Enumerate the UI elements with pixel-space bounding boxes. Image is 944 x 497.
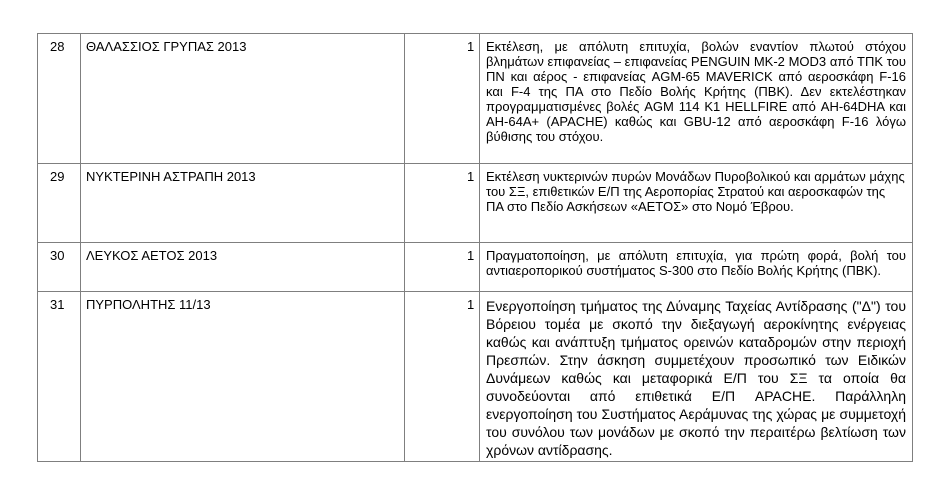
table-row	[38, 164, 913, 243]
row-number: 30	[50, 248, 65, 263]
exercise-count-cell	[405, 243, 480, 292]
row-number-cell	[38, 34, 81, 164]
exercise-count: 1	[467, 169, 475, 184]
row-number-cell	[38, 164, 81, 243]
table-row	[38, 243, 913, 292]
exercise-description-cell	[480, 34, 913, 164]
exercise-count-cell	[405, 164, 480, 243]
exercise-description: Πραγματοποίηση, με απόλυτη επιτυχία, για πρώτη φορά, βολή του αντιαεροπορικού συστήματος S-300 στο Πεδίο Βολής Κρήτης (ΠΒΚ).	[486, 248, 906, 278]
row-number-cell	[38, 243, 81, 292]
exercise-description: Εκτέλεση, με απόλυτη επιτυχία, βολών εναντίον πλωτού στόχου βλημάτων επιφανείας – επιφανείας PENGUIN MK-2 MOD3 από ΤΠΚ του ΠΝ και αέρος - επιφανείας AGM-65 MAVERICK από αεροσκάφη F-16 και F-4 της ΠΑ στο Πεδίο Βολής Κρήτης (ΠΒΚ). Δεν εκτελέστηκαν προγραμματισμένες βολές AGM 114 K1 HELLFIRE από AH-64DHA και AH-64A+ (APACHE) καθώς και GBU-12 από αεροσκάφη F-16 λόγω βύθισης του στόχου.	[486, 39, 906, 144]
exercise-name: ΠΥΡΠΟΛΗΤΗΣ 11/13	[86, 297, 211, 312]
exercise-count: 1	[467, 248, 475, 263]
exercise-name-cell	[81, 243, 405, 292]
table-row	[38, 292, 913, 462]
exercise-count: 1	[467, 297, 475, 312]
row-number: 28	[50, 39, 65, 54]
exercise-description: Εκτέλεση νυκτερινών πυρών Μονάδων Πυροβολικού και αρμάτων μάχης του ΣΞ, επιθετικών Ε/Π της Αεροπορίας Στρατού και αεροσκαφών της ΠΑ στο Πεδίο Ασκήσεων «ΑΕΤΟΣ» στο Νομό Έβρου.	[486, 169, 905, 214]
exercise-count-cell	[405, 34, 480, 164]
exercise-name-cell	[81, 34, 405, 164]
exercise-name: ΝΥΚΤΕΡΙΝΗ ΑΣΤΡΑΠΗ 2013	[86, 169, 256, 184]
exercise-count-cell	[405, 292, 480, 462]
exercise-table	[37, 33, 913, 462]
exercise-name-cell	[81, 164, 405, 243]
exercise-description-cell	[480, 243, 913, 292]
exercise-name: ΘΑΛΑΣΣΙΟΣ ΓΡΥΠΑΣ 2013	[86, 39, 247, 54]
exercise-description-cell	[480, 292, 913, 462]
exercise-description-cell	[480, 164, 913, 243]
exercise-name: ΛΕΥΚΟΣ ΑΕΤΟΣ 2013	[86, 248, 218, 263]
row-number-cell	[38, 292, 81, 462]
table-row	[38, 34, 913, 164]
exercise-count: 1	[467, 39, 475, 54]
row-number: 29	[50, 169, 65, 184]
exercise-name-cell	[81, 292, 405, 462]
row-number: 31	[50, 297, 65, 312]
exercise-description: Ενεργοποίηση τμήματος της Δύναμης Ταχείας Αντίδρασης ("Δ") του Βόρειου τομέα με σκοπό την διεξαγωγή αεροκίνητης ενέργειας καθώς και ανάπτυξη τμήματος ορεινών καταδρομών στην περιοχή Πρεσπών. Στην άσκηση συμμετέχουν προσωπικό των Ειδικών Δυνάμεων καθώς και μεταφορικά Ε/Π του ΣΞ τα οποία θα συνοδεύονται από επιθετικά Ε/Π APACHE. Παράλληλη ενεργοποίηση του Συστήματος Αεράμυνας της χώρας με συμμετοχή του συνόλου των μονάδων με σκοπό την περαιτέρω βελτίωση των χρόνων αντίδρασης.	[486, 298, 906, 458]
